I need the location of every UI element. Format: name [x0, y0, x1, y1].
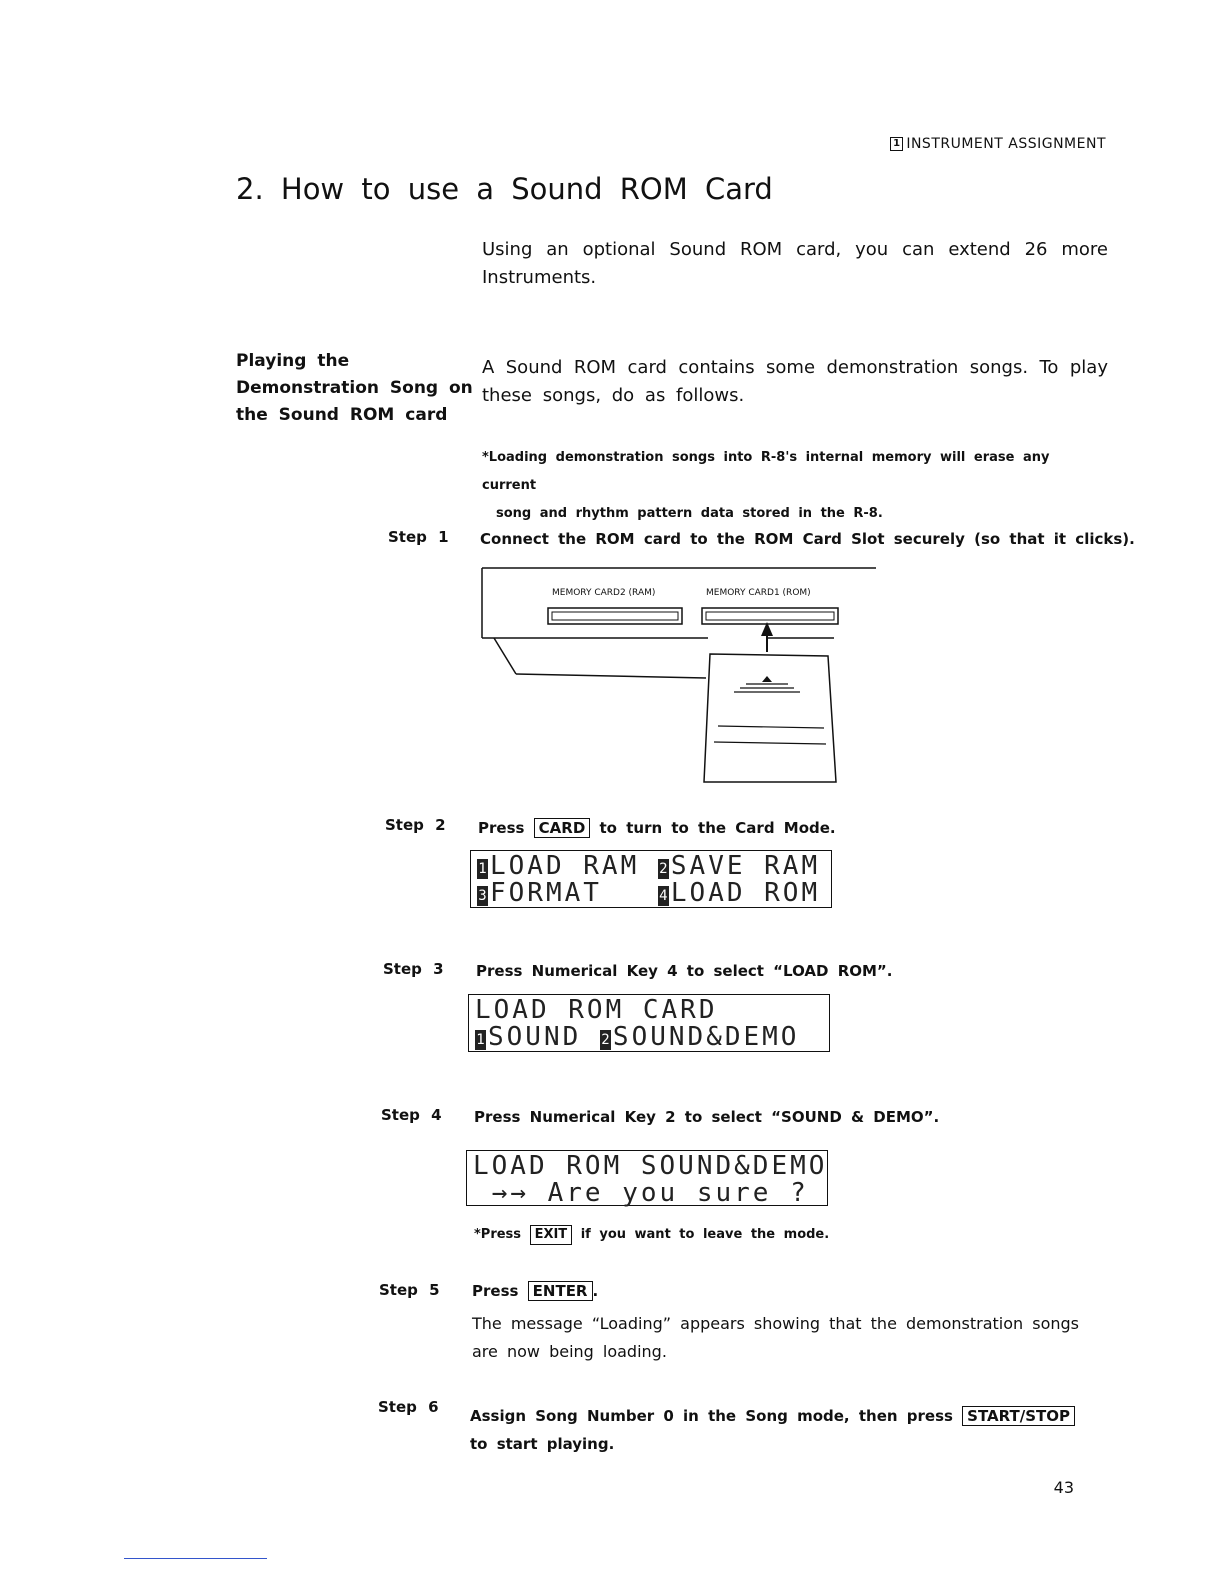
step-suffix: to start playing. — [470, 1435, 615, 1453]
lcd-number: 2 — [659, 861, 668, 877]
lcd-text: LOAD ROM — [670, 878, 821, 908]
step-text — [472, 1281, 598, 1301]
lcd-number: 1 — [478, 861, 487, 877]
footer-divider — [124, 1558, 267, 1559]
step-prefix: Press — [478, 819, 525, 837]
step-prefix: Assign Song Number 0 in the Song mode, then press — [470, 1407, 953, 1425]
step5-description: The message “Loading” appears showing that the demonstration songs are now being loading. — [472, 1314, 1079, 1361]
card-slot-diagram — [478, 566, 878, 788]
lcd-number: 3 — [478, 888, 487, 904]
lcd-text: FORMAT — [490, 878, 658, 908]
section-number-icon: 1 — [890, 137, 903, 151]
step-label: Step 2 — [385, 816, 446, 834]
lcd-text: SAVE RAM — [670, 851, 821, 881]
lcd-text: SOUND&DEMO — [612, 1022, 800, 1052]
step-label: Step 6 — [378, 1398, 439, 1416]
lcd-number: 4 — [659, 888, 668, 904]
step-label: Step 5 — [379, 1281, 440, 1299]
enter-key: ENTER — [528, 1281, 593, 1301]
exit-suffix: if you want to leave the mode. — [580, 1227, 830, 1242]
step-label: Step 4 — [381, 1106, 442, 1124]
note-line: song and rhythm pattern data stored in the R-8. — [496, 506, 883, 521]
warning-note — [482, 444, 1108, 528]
lcd-row: LOAD ROM CARD — [475, 995, 718, 1025]
lcd-number: 2 — [601, 1032, 610, 1048]
lcd-row — [477, 880, 825, 907]
side-heading — [236, 348, 473, 429]
page-title: 2. How to use a Sound ROM Card — [236, 172, 773, 206]
slot1-label: MEMORY CARD1 (ROM) — [706, 588, 811, 598]
step-suffix: to turn to the Card Mode. — [599, 819, 836, 837]
lcd-row — [477, 853, 825, 880]
section-title: INSTRUMENT ASSIGNMENT — [906, 136, 1106, 152]
intro-paragraph: Using an optional Sound ROM card, you can extend 26 more Instruments. — [482, 239, 1108, 288]
lcd-text: LOAD RAM — [490, 851, 658, 881]
lcd-load-rom — [468, 994, 830, 1052]
side-heading-line: Demonstration Song on — [236, 378, 473, 398]
step-text — [478, 818, 836, 838]
step-text: Press Numerical Key 4 to select “LOAD ROM”. — [476, 962, 893, 980]
side-heading-line: Playing the — [236, 351, 350, 371]
running-header — [890, 136, 1106, 152]
step-text — [470, 1402, 1100, 1458]
demo-paragraph: A Sound ROM card contains some demonstration songs. To play these songs, do as follows. — [482, 357, 1108, 406]
step-text: Press Numerical Key 2 to select “SOUND & DEMO”. — [474, 1108, 940, 1126]
exit-key: EXIT — [530, 1225, 573, 1245]
lcd-row: LOAD ROM SOUND&DEMO — [473, 1151, 828, 1181]
lcd-text: SOUND — [488, 1022, 600, 1052]
slot2-label: MEMORY CARD2 (RAM) — [552, 588, 656, 598]
step-suffix: . — [592, 1282, 599, 1300]
step-prefix: Press — [472, 1282, 519, 1300]
lcd-number: 1 — [476, 1032, 485, 1048]
page-number: 43 — [1053, 1478, 1074, 1497]
step-label: Step 1 — [388, 528, 449, 546]
card-slot-illustration — [478, 566, 878, 788]
lcd-card-mode — [470, 850, 832, 908]
lcd-row — [475, 1024, 823, 1051]
lcd-confirm — [466, 1150, 828, 1206]
exit-prefix: *Press — [474, 1227, 522, 1242]
note-line: *Loading demonstration songs into R-8's internal memory will erase any current — [482, 450, 1050, 493]
step-label: Step 3 — [383, 960, 444, 978]
card-key: CARD — [534, 818, 591, 838]
side-heading-line: the Sound ROM card — [236, 405, 448, 425]
step-text: Connect the ROM card to the ROM Card Slot securely (so that it clicks). — [480, 530, 1135, 548]
start-stop-key: START/STOP — [962, 1406, 1075, 1426]
exit-note — [474, 1225, 829, 1245]
lcd-row: →→ Are you sure ? — [473, 1178, 809, 1208]
